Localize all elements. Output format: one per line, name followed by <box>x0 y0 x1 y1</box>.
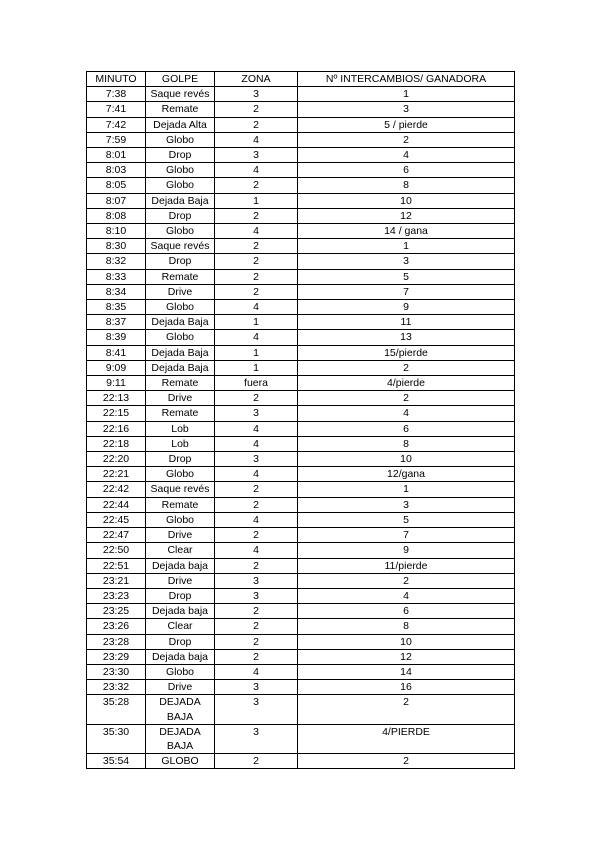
table-row <box>87 754 515 769</box>
intercambios-cell: 12/gana <box>298 467 515 482</box>
minuto-cell: 22:42 <box>87 482 146 497</box>
minuto-cell: 22:15 <box>87 406 146 421</box>
golpe-cell: Dejada Alta <box>146 117 215 132</box>
table-row <box>87 512 515 527</box>
table-row <box>87 315 515 330</box>
zona-cell: 4 <box>215 132 298 147</box>
intercambios-cell: 6 <box>298 163 515 178</box>
zona-cell: 3 <box>215 573 298 588</box>
intercambios-cell: 1 <box>298 239 515 254</box>
intercambios-cell: 12 <box>298 649 515 664</box>
minuto-cell: 23:26 <box>87 619 146 634</box>
golpe-cell: Globo <box>146 330 215 345</box>
table-row <box>87 178 515 193</box>
table-row <box>87 649 515 664</box>
intercambios-cell: 4 <box>298 588 515 603</box>
minuto-cell: 35:28 <box>87 695 146 724</box>
table-row <box>87 695 515 724</box>
intercambios-cell: 1 <box>298 87 515 102</box>
table-row <box>87 528 515 543</box>
golpe-cell: Dejada Baja <box>146 345 215 360</box>
table-row <box>87 330 515 345</box>
intercambios-cell: 2 <box>298 360 515 375</box>
table-row <box>87 588 515 603</box>
zona-cell: fuera <box>215 376 298 391</box>
golpe-cell: Lob <box>146 421 215 436</box>
zona-cell: 3 <box>215 680 298 695</box>
table-row <box>87 452 515 467</box>
minuto-cell: 22:13 <box>87 391 146 406</box>
zona-cell: 4 <box>215 300 298 315</box>
table-row <box>87 87 515 102</box>
table-row <box>87 406 515 421</box>
zona-cell: 1 <box>215 315 298 330</box>
golpe-cell: Globo <box>146 300 215 315</box>
table-row <box>87 558 515 573</box>
minuto-cell: 22:16 <box>87 421 146 436</box>
zona-cell: 4 <box>215 436 298 451</box>
intercambios-cell: 11/pierde <box>298 558 515 573</box>
zona-cell: 2 <box>215 558 298 573</box>
intercambios-cell: 2 <box>298 573 515 588</box>
zona-cell: 2 <box>215 178 298 193</box>
minuto-cell: 8:03 <box>87 163 146 178</box>
zona-cell: 2 <box>215 649 298 664</box>
minuto-cell: 8:07 <box>87 193 146 208</box>
golpe-cell: Remate <box>146 102 215 117</box>
minuto-cell: 22:51 <box>87 558 146 573</box>
minuto-cell: 8:39 <box>87 330 146 345</box>
golpe-cell: Dejada baja <box>146 604 215 619</box>
zona-cell: 2 <box>215 482 298 497</box>
minuto-cell: 23:29 <box>87 649 146 664</box>
zona-cell: 2 <box>215 634 298 649</box>
table-row <box>87 664 515 679</box>
intercambios-cell: 2 <box>298 695 515 724</box>
minuto-cell: 8:34 <box>87 284 146 299</box>
table-row <box>87 193 515 208</box>
intercambios-cell: 8 <box>298 619 515 634</box>
zona-cell: 4 <box>215 224 298 239</box>
golpe-cell: DEJADA BAJA <box>146 724 215 753</box>
golpe-cell: Remate <box>146 497 215 512</box>
table-row <box>87 148 515 163</box>
golpe-cell: Drive <box>146 680 215 695</box>
golpe-cell: Dejada Baja <box>146 315 215 330</box>
intercambios-cell: 9 <box>298 300 515 315</box>
intercambios-cell: 4 <box>298 406 515 421</box>
intercambios-cell: 5 <box>298 269 515 284</box>
minuto-cell: 22:44 <box>87 497 146 512</box>
golpe-cell: DEJADA BAJA <box>146 695 215 724</box>
table-row <box>87 436 515 451</box>
golpe-cell: Drive <box>146 391 215 406</box>
golpe-cell: Drop <box>146 588 215 603</box>
intercambios-cell: 7 <box>298 284 515 299</box>
zona-cell: 2 <box>215 754 298 769</box>
golpe-cell: Globo <box>146 132 215 147</box>
minuto-cell: 35:54 <box>87 754 146 769</box>
golpe-cell: Saque revés <box>146 87 215 102</box>
zona-cell: 2 <box>215 269 298 284</box>
golpe-cell: Drop <box>146 208 215 223</box>
table-row <box>87 345 515 360</box>
golpe-cell: Saque revés <box>146 482 215 497</box>
golpe-cell: Clear <box>146 619 215 634</box>
zona-cell: 1 <box>215 345 298 360</box>
zona-cell: 1 <box>215 193 298 208</box>
minuto-cell: 22:20 <box>87 452 146 467</box>
table-row <box>87 376 515 391</box>
intercambios-cell: 2 <box>298 391 515 406</box>
golpe-cell: Remate <box>146 376 215 391</box>
intercambios-cell: 9 <box>298 543 515 558</box>
minuto-cell: 9:09 <box>87 360 146 375</box>
table-row <box>87 543 515 558</box>
intercambios-cell: 11 <box>298 315 515 330</box>
intercambios-cell: 14 / gana <box>298 224 515 239</box>
header-golpe: GOLPE <box>146 72 215 87</box>
table-row <box>87 497 515 512</box>
intercambios-cell: 6 <box>298 604 515 619</box>
table-row <box>87 284 515 299</box>
zona-cell: 4 <box>215 664 298 679</box>
intercambios-cell: 5 <box>298 512 515 527</box>
intercambios-cell: 4 <box>298 148 515 163</box>
intercambios-cell: 13 <box>298 330 515 345</box>
zona-cell: 2 <box>215 208 298 223</box>
intercambios-cell: 2 <box>298 754 515 769</box>
minuto-cell: 22:50 <box>87 543 146 558</box>
zona-cell: 3 <box>215 588 298 603</box>
golpe-cell: Drop <box>146 634 215 649</box>
table-header-row <box>87 72 515 87</box>
table-row <box>87 634 515 649</box>
table-row <box>87 239 515 254</box>
table-row <box>87 254 515 269</box>
minuto-cell: 8:32 <box>87 254 146 269</box>
golpe-cell: Drop <box>146 452 215 467</box>
zona-cell: 4 <box>215 421 298 436</box>
zona-cell: 2 <box>215 254 298 269</box>
intercambios-cell: 3 <box>298 254 515 269</box>
golpe-cell: Drive <box>146 528 215 543</box>
minuto-cell: 23:25 <box>87 604 146 619</box>
zona-cell: 1 <box>215 360 298 375</box>
minuto-cell: 23:21 <box>87 573 146 588</box>
table-row <box>87 604 515 619</box>
golpe-cell: Clear <box>146 543 215 558</box>
table-row <box>87 391 515 406</box>
intercambios-cell: 5 / pierde <box>298 117 515 132</box>
minuto-cell: 8:37 <box>87 315 146 330</box>
golpe-cell: Dejada baja <box>146 649 215 664</box>
golpe-cell: Remate <box>146 406 215 421</box>
zona-cell: 4 <box>215 163 298 178</box>
zona-cell: 2 <box>215 117 298 132</box>
intercambios-cell: 1 <box>298 482 515 497</box>
intercambios-cell: 16 <box>298 680 515 695</box>
golpe-cell: Dejada Baja <box>146 193 215 208</box>
minuto-cell: 35:30 <box>87 724 146 753</box>
minuto-cell: 8:41 <box>87 345 146 360</box>
table-row <box>87 208 515 223</box>
intercambios-cell: 10 <box>298 193 515 208</box>
golpe-cell: Lob <box>146 436 215 451</box>
zona-cell: 2 <box>215 528 298 543</box>
zona-cell: 4 <box>215 512 298 527</box>
zona-cell: 3 <box>215 406 298 421</box>
intercambios-cell: 8 <box>298 178 515 193</box>
table-row <box>87 224 515 239</box>
golpe-cell: Dejada baja <box>146 558 215 573</box>
zona-cell: 3 <box>215 148 298 163</box>
minuto-cell: 7:38 <box>87 87 146 102</box>
golpe-cell: Remate <box>146 269 215 284</box>
zona-cell: 2 <box>215 604 298 619</box>
intercambios-cell: 12 <box>298 208 515 223</box>
golpe-cell: Saque revés <box>146 239 215 254</box>
zona-cell: 2 <box>215 619 298 634</box>
zona-cell: 2 <box>215 239 298 254</box>
table-row <box>87 300 515 315</box>
minuto-cell: 22:47 <box>87 528 146 543</box>
golpe-cell: Globo <box>146 178 215 193</box>
golpe-cell: Dejada Baja <box>146 360 215 375</box>
minuto-cell: 7:42 <box>87 117 146 132</box>
intercambios-cell: 10 <box>298 452 515 467</box>
minuto-cell: 22:45 <box>87 512 146 527</box>
minuto-cell: 8:08 <box>87 208 146 223</box>
golpe-cell: Globo <box>146 163 215 178</box>
intercambios-cell: 8 <box>298 436 515 451</box>
golpe-cell: Drive <box>146 573 215 588</box>
minuto-cell: 23:32 <box>87 680 146 695</box>
table-row <box>87 467 515 482</box>
intercambios-cell: 2 <box>298 132 515 147</box>
minuto-cell: 23:23 <box>87 588 146 603</box>
golpe-cell: Globo <box>146 467 215 482</box>
minuto-cell: 8:01 <box>87 148 146 163</box>
header-zona: ZONA <box>215 72 298 87</box>
minuto-cell: 9:11 <box>87 376 146 391</box>
intercambios-cell: 10 <box>298 634 515 649</box>
table-row <box>87 421 515 436</box>
table-row <box>87 117 515 132</box>
table-row <box>87 724 515 753</box>
golpe-cell: Globo <box>146 224 215 239</box>
table-row <box>87 102 515 117</box>
minuto-cell: 7:59 <box>87 132 146 147</box>
table-row <box>87 482 515 497</box>
minuto-cell: 23:28 <box>87 634 146 649</box>
intercambios-cell: 14 <box>298 664 515 679</box>
intercambios-cell: 6 <box>298 421 515 436</box>
table-row <box>87 132 515 147</box>
zona-cell: 3 <box>215 695 298 724</box>
table-body <box>87 87 515 769</box>
minuto-cell: 22:21 <box>87 467 146 482</box>
minuto-cell: 22:18 <box>87 436 146 451</box>
intercambios-cell: 15/pierde <box>298 345 515 360</box>
zona-cell: 4 <box>215 330 298 345</box>
zona-cell: 4 <box>215 543 298 558</box>
header-minuto: MINUTO <box>87 72 146 87</box>
zona-cell: 2 <box>215 391 298 406</box>
minuto-cell: 8:33 <box>87 269 146 284</box>
table-row <box>87 360 515 375</box>
zona-cell: 3 <box>215 452 298 467</box>
zona-cell: 3 <box>215 724 298 753</box>
intercambios-cell: 3 <box>298 497 515 512</box>
intercambios-cell: 4/pierde <box>298 376 515 391</box>
golpe-cell: Drop <box>146 148 215 163</box>
intercambios-cell: 7 <box>298 528 515 543</box>
zona-cell: 2 <box>215 102 298 117</box>
header-intercambios: Nº INTERCAMBIOS/ GANADORA <box>298 72 515 87</box>
table-row <box>87 269 515 284</box>
minuto-cell: 8:30 <box>87 239 146 254</box>
golpe-cell: GLOBO <box>146 754 215 769</box>
table-row <box>87 680 515 695</box>
zona-cell: 3 <box>215 87 298 102</box>
zona-cell: 2 <box>215 497 298 512</box>
zona-cell: 2 <box>215 284 298 299</box>
zona-cell: 4 <box>215 467 298 482</box>
golpe-cell: Globo <box>146 512 215 527</box>
minuto-cell: 7:41 <box>87 102 146 117</box>
minuto-cell: 23:30 <box>87 664 146 679</box>
minuto-cell: 8:05 <box>87 178 146 193</box>
minuto-cell: 8:35 <box>87 300 146 315</box>
golpe-cell: Drive <box>146 284 215 299</box>
golpe-cell: Drop <box>146 254 215 269</box>
intercambios-cell: 4/PIERDE <box>298 724 515 753</box>
golpe-cell: Globo <box>146 664 215 679</box>
match-shot-table <box>86 71 515 769</box>
table-row <box>87 619 515 634</box>
table-row <box>87 573 515 588</box>
intercambios-cell: 3 <box>298 102 515 117</box>
table-row <box>87 163 515 178</box>
minuto-cell: 8:10 <box>87 224 146 239</box>
